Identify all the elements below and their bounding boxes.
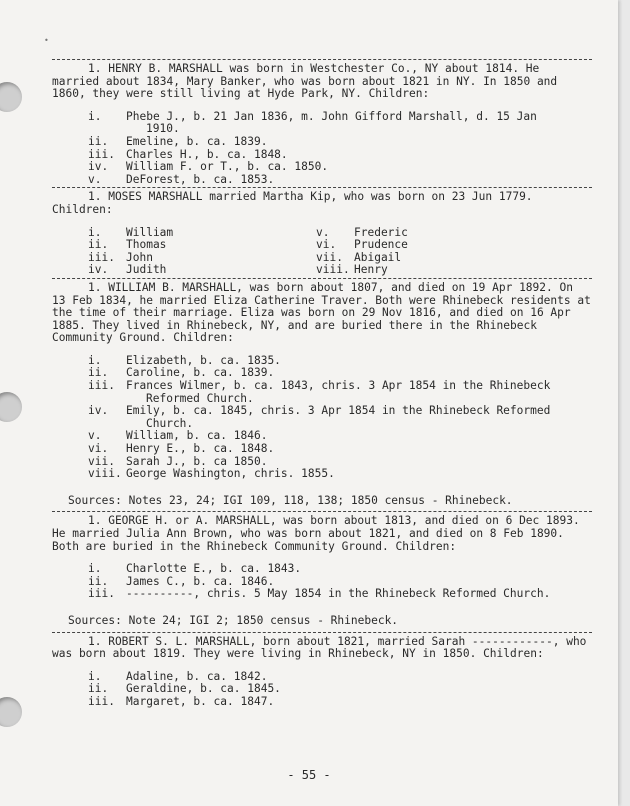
- child-item: [316, 252, 544, 265]
- child-number: vi.: [88, 442, 109, 456]
- child-number: iii.: [88, 694, 115, 708]
- child-text: Henry: [354, 263, 388, 277]
- child-text: Prudence: [354, 238, 408, 252]
- child-text: Geraldine, b. ca. 1845.: [126, 682, 281, 696]
- entry-robert-marshall: [52, 632, 592, 709]
- child-number: iii.: [88, 587, 115, 601]
- child-number: iv.: [88, 263, 109, 277]
- child-text: Frederic: [354, 225, 408, 239]
- child-number: ii.: [88, 574, 109, 588]
- child-number: iv.: [88, 404, 109, 418]
- section-separator: [52, 187, 592, 188]
- child-number: iii.: [88, 147, 115, 161]
- entry-paragraph: 1. ROBERT S. L. MARSHALL, born about 1821, married Sarah ------------, who was born about 1819. They were living in Rhinebeck, NY in 1850. Children:: [52, 634, 587, 661]
- child-number: ii.: [88, 366, 109, 380]
- children-list: [88, 671, 592, 709]
- child-number: viii.: [316, 263, 350, 277]
- child-text: William F. or T., b. ca. 1850.: [126, 160, 329, 174]
- child-item: [316, 264, 544, 277]
- child-number: ii.: [88, 134, 109, 148]
- children-list: [88, 355, 592, 481]
- child-text: ----------, chris. 5 May 1854 in the Rhinebeck Reformed Church.: [126, 587, 551, 601]
- child-number: vii.: [316, 250, 343, 264]
- child-item: [88, 468, 592, 481]
- child-number: iv.: [88, 160, 109, 174]
- child-text: James C., b. ca. 1846.: [126, 574, 275, 588]
- sources-line: Sources: Note 24; IGI 2; 1850 census - Rhinebeck.: [68, 613, 399, 627]
- children-list: [88, 563, 592, 601]
- child-text: Elizabeth, b. ca. 1835.: [126, 353, 281, 367]
- child-text: Sarah J., b. ca 1850.: [126, 454, 268, 468]
- entry-william-marshall: [52, 278, 592, 508]
- child-number: i.: [88, 669, 102, 683]
- child-number: v.: [316, 225, 330, 239]
- child-item: [88, 264, 316, 277]
- child-item: [88, 174, 592, 187]
- child-text: William: [126, 225, 174, 239]
- child-text: Caroline, b. ca. 1839.: [126, 366, 275, 380]
- child-text: Judith: [126, 263, 167, 277]
- child-text: George Washington, chris. 1855.: [126, 467, 335, 481]
- child-item: [88, 380, 592, 405]
- child-text: Emeline, b. ca. 1839.: [126, 134, 268, 148]
- child-text: Charlotte E., b. ca. 1843.: [126, 562, 302, 576]
- entry-paragraph: 1. HENRY B. MARSHALL was born in Westchester Co., NY about 1814. He married about 1834, Mary Banker, who was born about 1821 in NY. In 1850 and 1860, they were still living at Hyde Park, NY. Children:: [52, 62, 558, 101]
- child-number: v.: [88, 429, 102, 443]
- children-list: [88, 111, 592, 187]
- child-text-continued: Reformed Church.: [146, 391, 254, 405]
- child-number: viii.: [88, 467, 122, 481]
- child-text: DeForest, b. ca. 1853.: [126, 172, 275, 186]
- child-text: Margaret, b. ca. 1847.: [126, 694, 275, 708]
- child-item: [88, 239, 316, 252]
- entry-paragraph: 1. WILLIAM B. MARSHALL, was born about 1807, and died on 19 Apr 1892. On 13 Feb 1834, he married Eliza Catherine Traver. Both were Rhinebeck residents at the time of their marriage. Eliza was born on 29 Nov 1816, and died on 16 Apr 1885. They lived in Rhinebeck, NY, and are buried there in the Rhinebeck Community Ground. Children:: [52, 280, 591, 345]
- entry-paragraph: 1. MOSES MARSHALL married Martha Kip, who was born on 23 Jun 1779. Children:: [52, 190, 533, 216]
- child-item: [88, 111, 592, 136]
- entry-henry-marshall: [52, 59, 592, 186]
- child-text: John: [126, 250, 153, 264]
- child-text: William, b. ca. 1846.: [126, 429, 268, 443]
- child-text-continued: 1910.: [146, 122, 180, 136]
- child-item: [88, 563, 592, 576]
- section-separator: [52, 59, 592, 60]
- entry-paragraph: 1. GEORGE H. or A. MARSHALL, was born about 1813, and died on 6 Dec 1893. He married Julia Ann Brown, who was born about 1821, and died on 8 Feb 1890. Both are buried in the Rhinebeck Community Ground. Children:: [52, 514, 580, 553]
- child-number: i.: [88, 225, 102, 239]
- child-item: [316, 239, 544, 252]
- child-number: v.: [88, 172, 102, 186]
- sources-line: Sources: Notes 23, 24; IGI 109, 118, 138; 1850 census - Rhinebeck.: [68, 493, 513, 507]
- section-separator: [52, 632, 592, 633]
- binder-hole: [0, 392, 22, 422]
- scan-speck: •: [44, 36, 49, 45]
- children-column-right: [316, 227, 544, 277]
- child-text: Thomas: [126, 238, 167, 252]
- section-separator: [52, 511, 592, 512]
- genealogy-content: [52, 58, 592, 710]
- binder-hole: [0, 82, 22, 112]
- child-item: [88, 405, 592, 430]
- section-separator: [52, 278, 592, 279]
- child-text: Adaline, b. ca. 1842.: [126, 669, 268, 683]
- child-item: [88, 588, 592, 601]
- child-number: ii.: [88, 682, 109, 696]
- child-item: [88, 136, 592, 149]
- child-number: iii.: [88, 250, 115, 264]
- child-number: iii.: [88, 379, 115, 393]
- child-text: Frances Wilmer, b. ca. 1843, chris. 3 Apr 1854 in the Rhinebeck: [126, 379, 551, 393]
- children-column-left: [88, 227, 316, 277]
- child-number: i.: [88, 353, 102, 367]
- child-number: i.: [88, 109, 102, 123]
- child-number: i.: [88, 562, 102, 576]
- child-item: [88, 696, 592, 709]
- child-text-continued: Church.: [146, 416, 194, 430]
- children-columns: [88, 227, 592, 277]
- child-text: Emily, b. ca. 1845, chris. 3 Apr 1854 in the Rhinebeck Reformed: [126, 404, 551, 418]
- child-number: vii.: [88, 454, 115, 468]
- entry-george-marshall: [52, 511, 592, 627]
- child-item: [88, 252, 316, 265]
- entry-moses-marshall: [52, 187, 592, 277]
- child-item: [88, 443, 592, 456]
- child-number: ii.: [88, 238, 109, 252]
- child-item: [88, 161, 592, 174]
- child-text: Charles H., b. ca. 1848.: [126, 147, 288, 161]
- child-text: Abigail: [354, 250, 402, 264]
- child-item: [88, 227, 316, 240]
- child-text: Henry E., b. ca. 1848.: [126, 442, 275, 456]
- page-number: - 55 -: [287, 768, 331, 782]
- child-item: [316, 227, 544, 240]
- child-number: vi.: [316, 238, 337, 252]
- binder-hole: [0, 697, 22, 727]
- child-text: Phebe J., b. 21 Jan 1836, m. John Gifford Marshall, d. 15 Jan: [126, 109, 537, 123]
